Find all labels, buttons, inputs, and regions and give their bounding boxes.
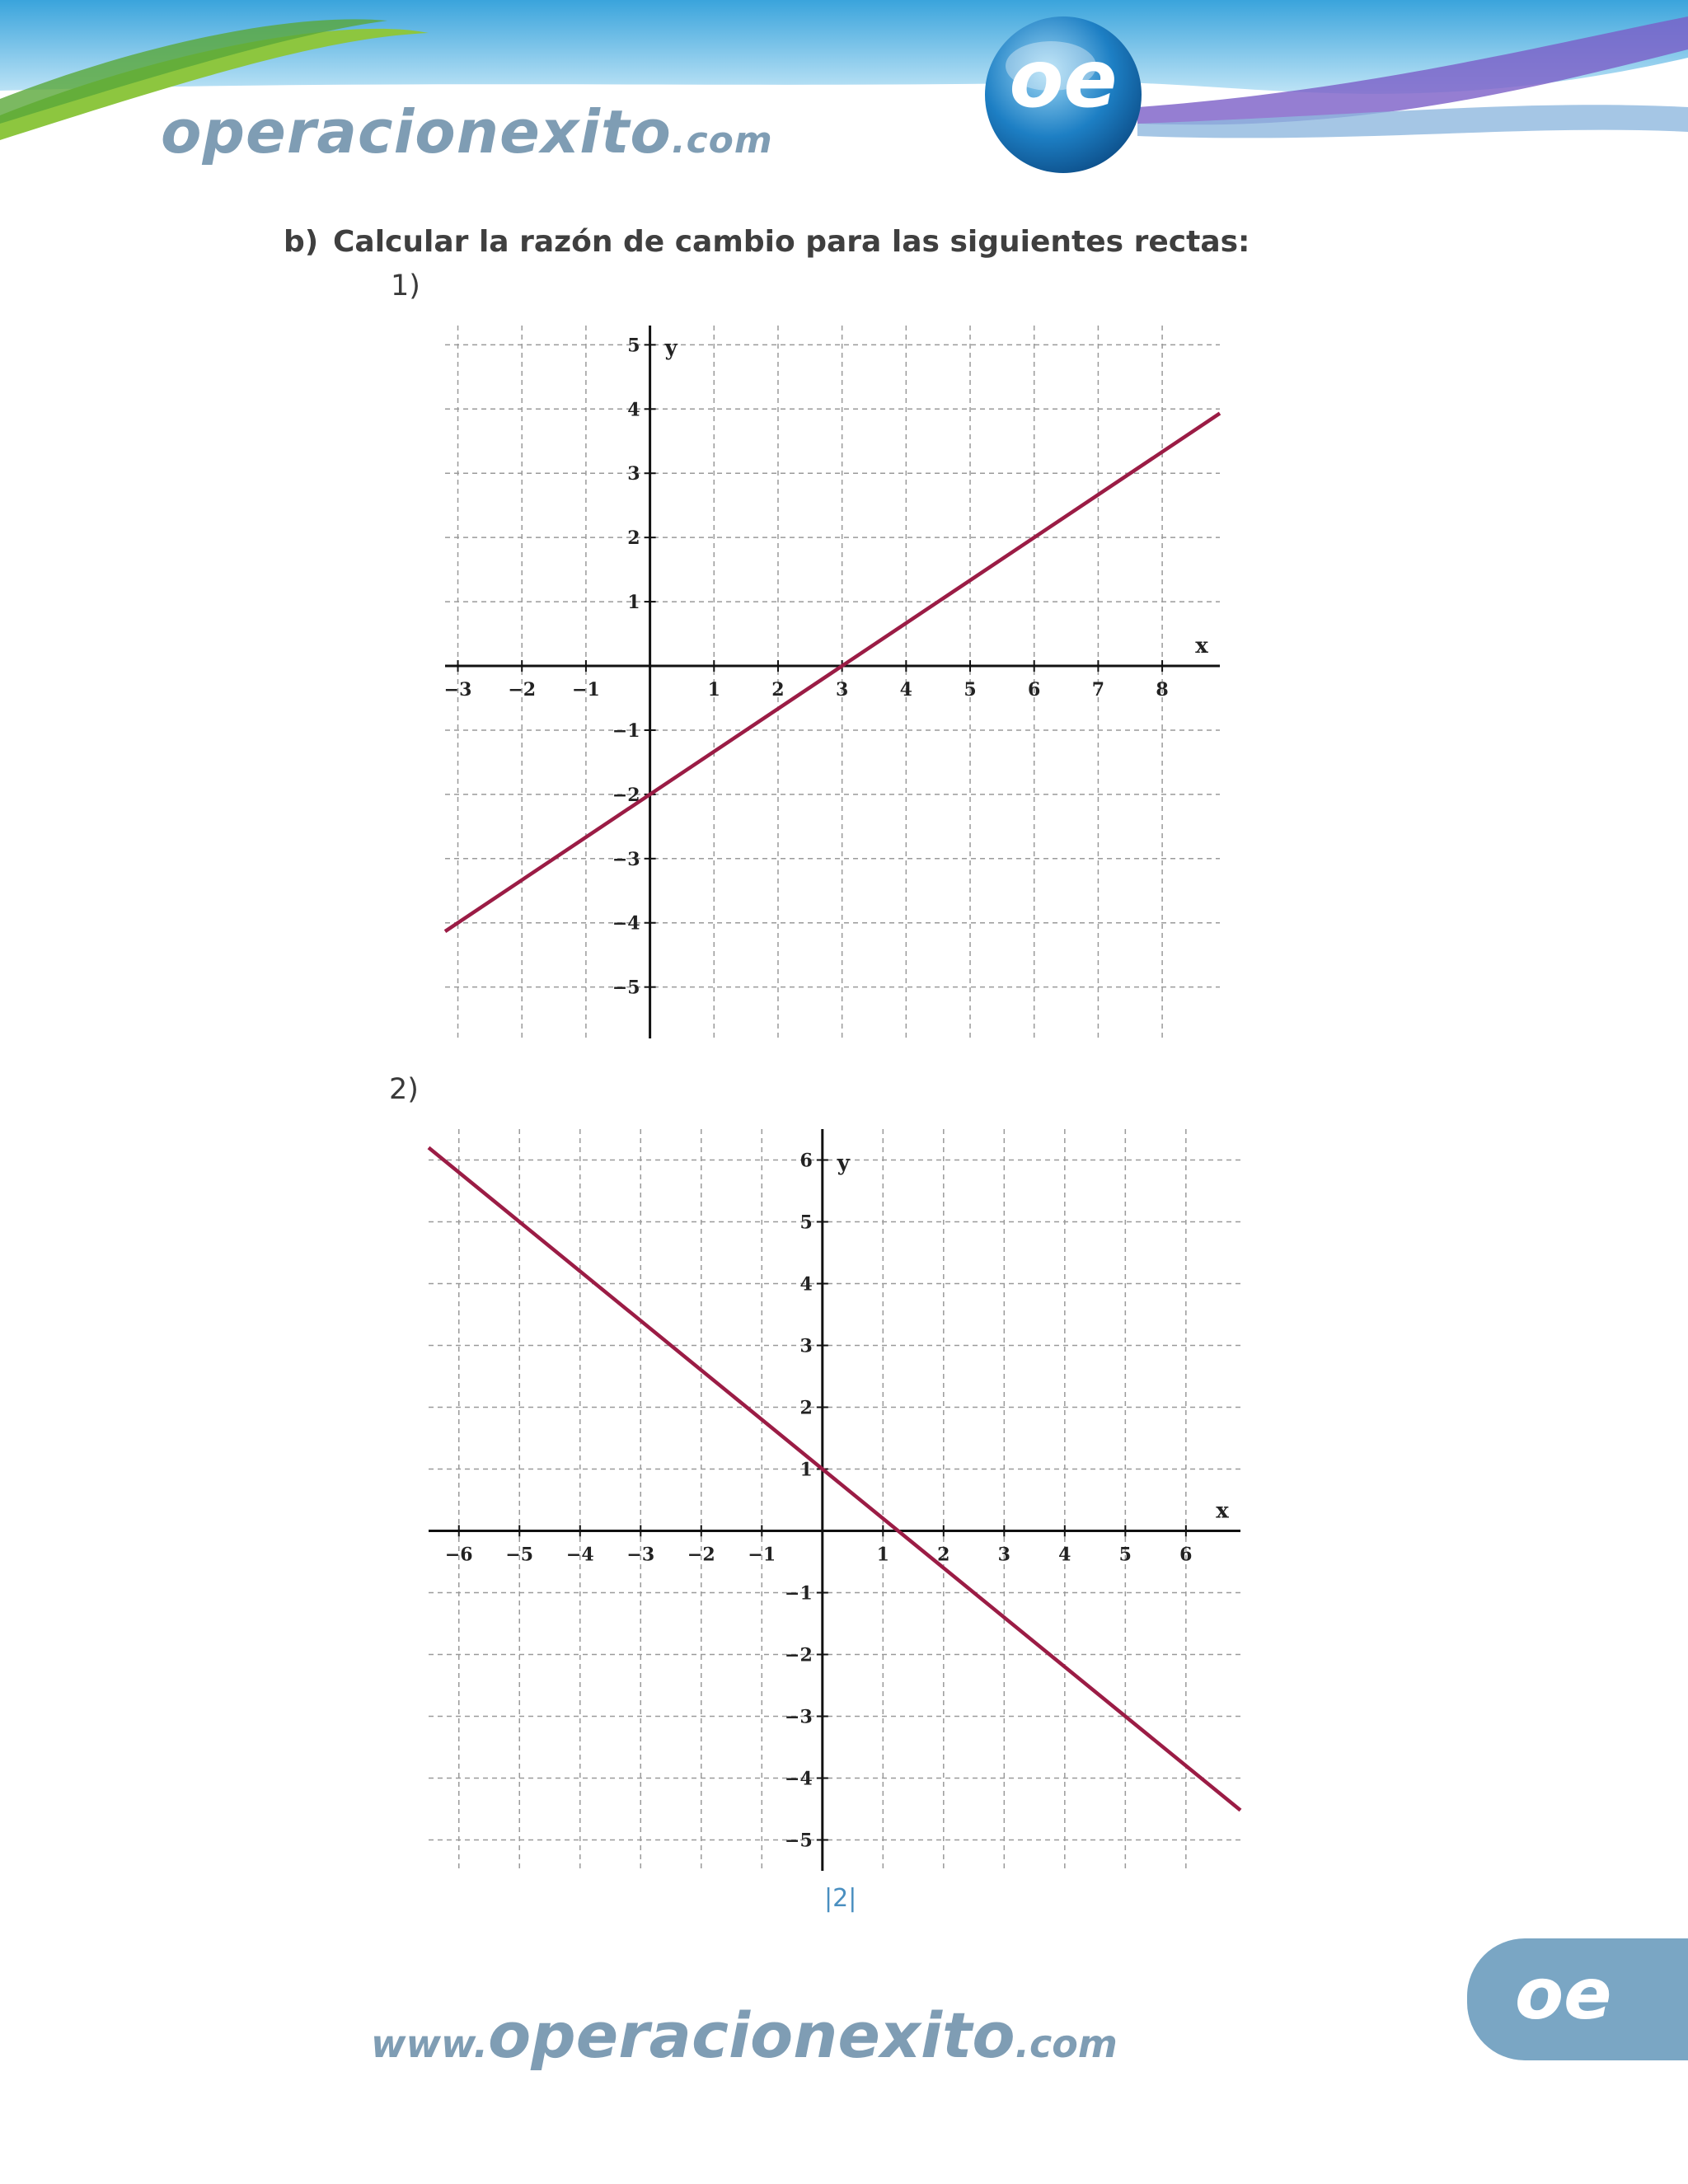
y-tick-label: −5 [612,977,640,999]
function-line [429,1148,1240,1811]
corner-logo-text: oe [1515,1953,1612,2036]
x-tick-label: −5 [505,1544,534,1566]
y-tick-label: 1 [799,1459,813,1481]
y-tick-label: 3 [627,463,640,485]
x-tick-label: −2 [687,1544,715,1566]
x-tick-label: −3 [626,1544,655,1566]
corner-logo-badge [1467,1938,1688,2060]
y-tick-label: −2 [785,1644,813,1666]
brand-logo-top: operacionexito.com [161,97,773,166]
problem-2-label: 2) [389,1073,419,1106]
page-number: |2| [824,1884,857,1913]
y-tick-label: 3 [799,1335,813,1357]
x-tick-label: 7 [1091,679,1105,701]
x-tick-label: 3 [835,679,849,701]
function-line [445,414,1220,932]
y-tick-label: −5 [785,1830,813,1852]
y-tick-label: 2 [627,527,640,550]
y-tick-label: −4 [612,912,640,935]
x-axis-label: x [1195,634,1208,659]
exercise-instruction: Calcular la razón de cambio para las siguientes rectas: [333,225,1250,259]
x-tick-label: 2 [937,1544,950,1566]
x-tick-label: 4 [899,679,912,701]
y-tick-label: 4 [627,399,640,421]
exercise-heading [284,225,1250,259]
x-tick-label: −1 [572,679,600,701]
x-tick-label: 6 [1179,1544,1193,1566]
y-tick-label: 2 [799,1397,813,1419]
x-tick-label: 1 [876,1544,889,1566]
y-tick-label: −1 [612,719,640,742]
exercise-letter: b) [284,225,319,259]
y-tick-label: 6 [799,1150,813,1172]
x-axis-label: x [1216,1498,1229,1524]
graph-1 [445,326,1253,1051]
brand-logo-bottom: www.operacionexito.com [371,1999,1118,2072]
y-tick-label: −4 [785,1768,813,1790]
y-tick-label: −2 [612,784,640,806]
y-tick-label: 5 [627,335,640,357]
y-tick-label: −3 [785,1706,813,1728]
x-tick-label: 4 [1058,1544,1071,1566]
x-tick-label: 6 [1028,679,1041,701]
x-tick-label: 8 [1156,679,1169,701]
header-banner [0,0,1688,198]
x-tick-label: −2 [508,679,537,701]
x-tick-label: 5 [964,679,977,701]
orb-logo: oe [1009,33,1118,125]
problem-1-label: 1) [391,269,420,302]
x-tick-label: 3 [997,1544,1010,1566]
y-axis-label: y [664,335,678,361]
x-tick-label: −3 [443,679,472,701]
y-tick-label: 4 [799,1273,813,1296]
x-tick-label: −4 [565,1544,594,1566]
graph-2 [429,1129,1253,1887]
y-axis-label: y [837,1151,850,1176]
x-tick-label: 2 [771,679,785,701]
y-tick-label: 5 [799,1212,813,1234]
x-tick-label: −1 [748,1544,776,1566]
y-tick-label: −1 [785,1582,813,1605]
x-tick-label: 5 [1118,1544,1132,1566]
x-tick-label: −6 [444,1544,473,1566]
y-tick-label: −3 [612,848,640,870]
x-tick-label: 1 [707,679,720,701]
y-tick-label: 1 [627,592,640,614]
